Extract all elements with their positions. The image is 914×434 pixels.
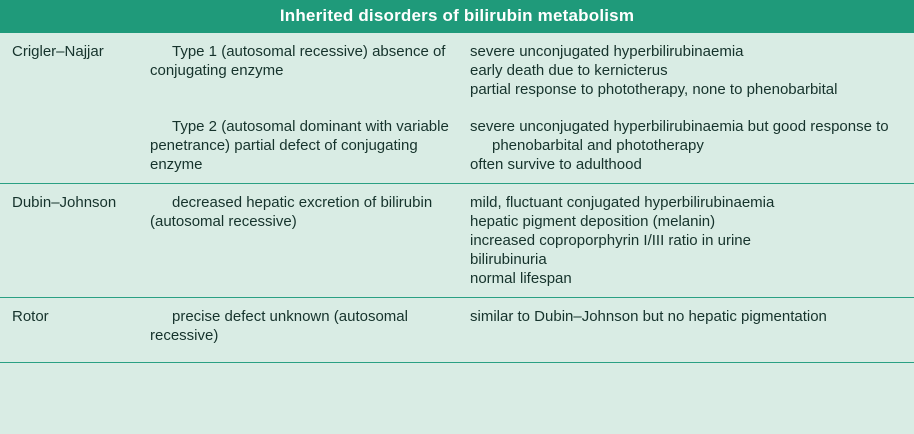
feature-item: increased coproporphyrin I/III ratio in urine xyxy=(470,232,751,249)
row-spacer xyxy=(0,354,914,362)
feature-item: severe unconjugated hyperbilirubinaemia xyxy=(470,43,744,60)
row-features xyxy=(470,307,914,326)
row-features xyxy=(470,42,914,99)
row-description-text: Type 2 (autosomal dominant with variable penetrance) partial defect of conjugating enzyme xyxy=(150,118,449,173)
row-features xyxy=(470,193,914,288)
row-description-text: decreased hepatic excretion of bilirubin (autosomal recessive) xyxy=(150,194,433,230)
feature-item: hepatic pigment deposition (melanin) xyxy=(470,213,716,230)
row-description-text: precise defect unknown (autosomal recessive) xyxy=(150,308,408,344)
row-description-text: Type 1 (autosomal recessive) absence of conjugating enzyme xyxy=(150,43,446,79)
feature-item: early death due to kernicterus xyxy=(470,62,668,79)
feature-item: similar to Dubin–Johnson but no hepatic pigmentation xyxy=(470,308,827,325)
table-row xyxy=(0,297,914,354)
row-condition: Rotor xyxy=(12,308,49,325)
table-bottom-rule xyxy=(0,362,914,363)
row-description xyxy=(150,307,470,345)
row-features xyxy=(470,117,914,174)
feature-item: often survive to adulthood xyxy=(470,156,642,173)
row-description xyxy=(150,117,470,174)
table-body xyxy=(0,33,914,434)
feature-item: normal lifespan xyxy=(470,270,572,287)
row-condition: Dubin–Johnson xyxy=(12,194,117,211)
table-title: Inherited disorders of bilirubin metabolism xyxy=(0,0,914,33)
row-condition: Crigler–Najjar xyxy=(12,43,104,60)
feature-item: bilirubinuria xyxy=(470,251,547,268)
table-row xyxy=(0,33,914,108)
row-description xyxy=(150,42,470,80)
table-row xyxy=(0,108,914,183)
row-description xyxy=(150,193,470,231)
table-row xyxy=(0,183,914,297)
feature-item: severe unconjugated hyperbilirubinaemia but good response to phenobarbital and phototherapy xyxy=(470,118,889,154)
feature-item: mild, fluctuant conjugated hyperbilirubinaemia xyxy=(470,194,775,211)
feature-item: partial response to phototherapy, none to phenobarbital xyxy=(470,81,838,98)
